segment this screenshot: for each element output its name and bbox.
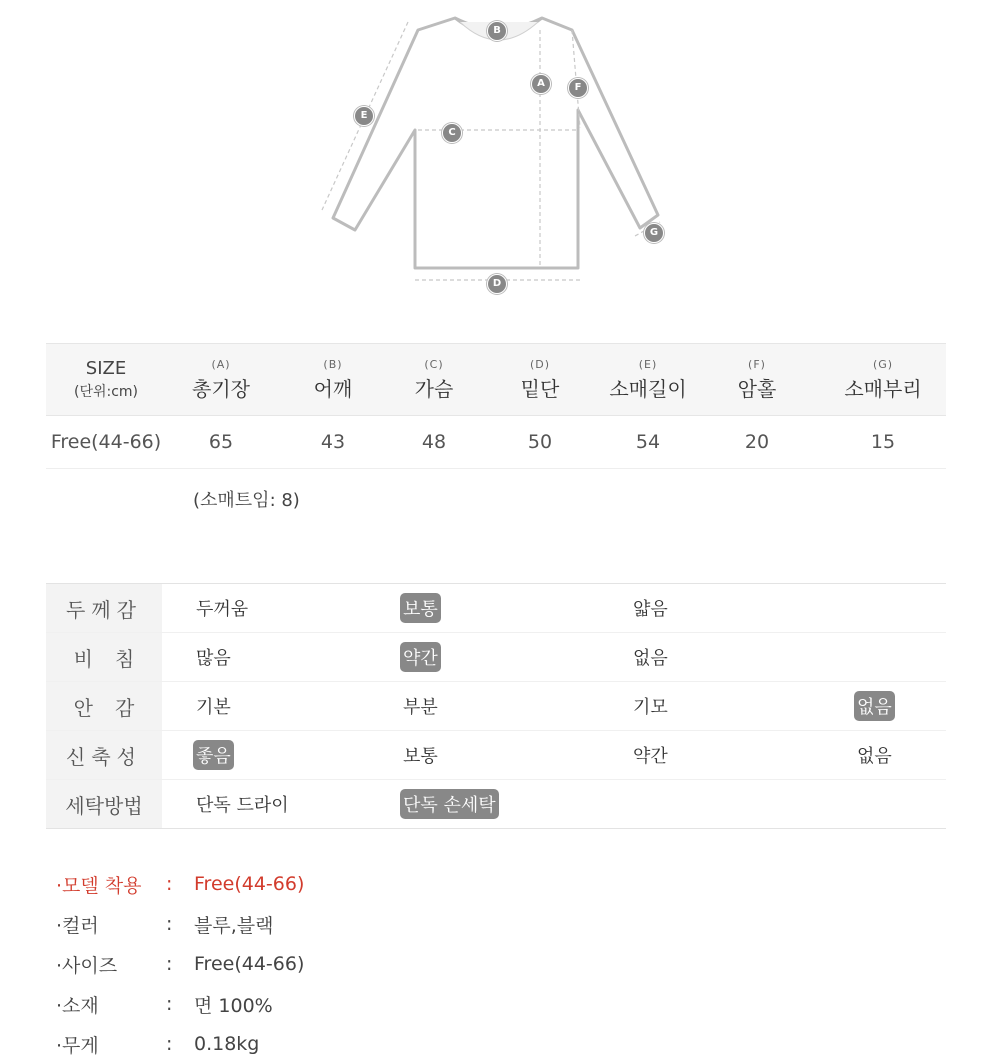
diagram-label-f: F xyxy=(568,78,588,98)
column-name: 소매부리 xyxy=(844,376,922,401)
table-row xyxy=(46,416,946,469)
info-separator: : xyxy=(166,873,173,895)
feel-label: 비침 xyxy=(46,633,162,681)
info-row-model-size xyxy=(56,864,304,904)
info-value: Free(44-66) xyxy=(194,953,305,975)
feel-option-selected: 없음 xyxy=(854,691,895,721)
info-key: ·모델 착용 xyxy=(56,874,142,897)
info-value: 0.18kg xyxy=(194,1033,260,1055)
info-separator: : xyxy=(166,993,173,1015)
info-row-material xyxy=(56,984,304,1024)
column-letter: (B) xyxy=(323,357,343,371)
size-header-cell xyxy=(46,344,166,415)
feel-option-selected: 좋음 xyxy=(193,740,234,770)
column-name: 총기장 xyxy=(192,376,250,401)
column-header-d xyxy=(478,344,602,415)
column-name: 가슴 xyxy=(414,376,454,401)
feel-row-stretch xyxy=(46,731,946,780)
column-letter: (D) xyxy=(529,357,551,371)
feel-option: 기모 xyxy=(633,697,668,718)
size-header-unit: (단위:cm) xyxy=(73,384,139,400)
column-header-a xyxy=(166,344,276,415)
measure-value: 54 xyxy=(635,431,661,453)
column-header-f xyxy=(694,344,820,415)
info-key: ·사이즈 xyxy=(56,954,118,977)
measure-value: 43 xyxy=(320,431,346,453)
garment-size-diagram xyxy=(300,0,700,300)
column-header-g xyxy=(820,344,946,415)
diagram-label-c: C xyxy=(442,123,462,143)
column-header-e xyxy=(602,344,694,415)
info-row-size xyxy=(56,944,304,984)
column-name: 암홀 xyxy=(737,376,777,401)
sleeve-slit-note: (소매트임: 8) xyxy=(193,490,300,511)
feel-row-sheerness xyxy=(46,633,946,682)
info-key: ·무게 xyxy=(56,1034,99,1057)
info-separator: : xyxy=(166,1033,173,1055)
feel-option: 얇음 xyxy=(633,599,668,620)
fabric-feel-table xyxy=(46,583,946,829)
feel-option: 많음 xyxy=(196,648,231,669)
size-header-label: SIZE xyxy=(85,358,127,379)
column-name: 밑단 xyxy=(520,376,560,401)
feel-label: 안감 xyxy=(46,682,162,730)
feel-option: 단독 드라이 xyxy=(196,795,289,816)
diagram-label-g: G xyxy=(644,223,664,243)
column-name: 어깨 xyxy=(313,376,353,401)
info-value: Free(44-66) xyxy=(194,873,305,895)
shirt-outline-icon xyxy=(300,0,700,300)
size-table xyxy=(46,343,946,469)
feel-label: 신축성 xyxy=(46,731,162,779)
size-table-header xyxy=(46,343,946,416)
feel-row-thickness xyxy=(46,584,946,633)
size-value: Free(44-66) xyxy=(50,431,162,453)
diagram-label-d: D xyxy=(487,274,507,294)
info-key: ·컬러 xyxy=(56,914,99,937)
info-value: 블루,블랙 xyxy=(194,914,274,937)
column-header-c xyxy=(390,344,478,415)
feel-row-lining xyxy=(46,682,946,731)
measure-value: 48 xyxy=(421,431,447,453)
info-row-weight xyxy=(56,1024,304,1064)
feel-row-washing xyxy=(46,780,946,828)
column-header-b xyxy=(276,344,390,415)
measure-value: 20 xyxy=(744,431,770,453)
product-info-list xyxy=(56,864,304,1064)
feel-option: 없음 xyxy=(857,746,892,767)
info-separator: : xyxy=(166,953,173,975)
diagram-label-a: A xyxy=(531,74,551,94)
column-name: 소매길이 xyxy=(609,376,687,401)
feel-option: 기본 xyxy=(196,697,231,718)
info-key: ·소재 xyxy=(56,994,99,1017)
diagram-label-e: E xyxy=(354,106,374,126)
feel-option-selected: 약간 xyxy=(400,642,441,672)
feel-option: 두꺼움 xyxy=(196,599,249,620)
column-letter: (C) xyxy=(424,357,444,371)
column-letter: (E) xyxy=(638,357,658,371)
info-row-color xyxy=(56,904,304,944)
feel-option-selected: 보통 xyxy=(400,593,441,623)
feel-label: 세탁방법 xyxy=(46,780,162,828)
measure-value: 15 xyxy=(870,431,896,453)
column-letter: (A) xyxy=(211,357,231,371)
diagram-label-b: B xyxy=(487,21,507,41)
measure-value: 65 xyxy=(208,431,234,453)
feel-label: 두께감 xyxy=(46,584,162,632)
measure-value: 50 xyxy=(527,431,553,453)
feel-option: 약간 xyxy=(633,746,668,767)
feel-option: 보통 xyxy=(403,746,438,767)
info-separator: : xyxy=(166,913,173,935)
feel-option: 부분 xyxy=(403,697,438,718)
column-letter: (G) xyxy=(872,357,894,371)
feel-option-selected: 단독 손세탁 xyxy=(400,789,499,819)
column-letter: (F) xyxy=(748,357,766,371)
info-value: 면 100% xyxy=(194,994,273,1017)
feel-option: 없음 xyxy=(633,648,668,669)
